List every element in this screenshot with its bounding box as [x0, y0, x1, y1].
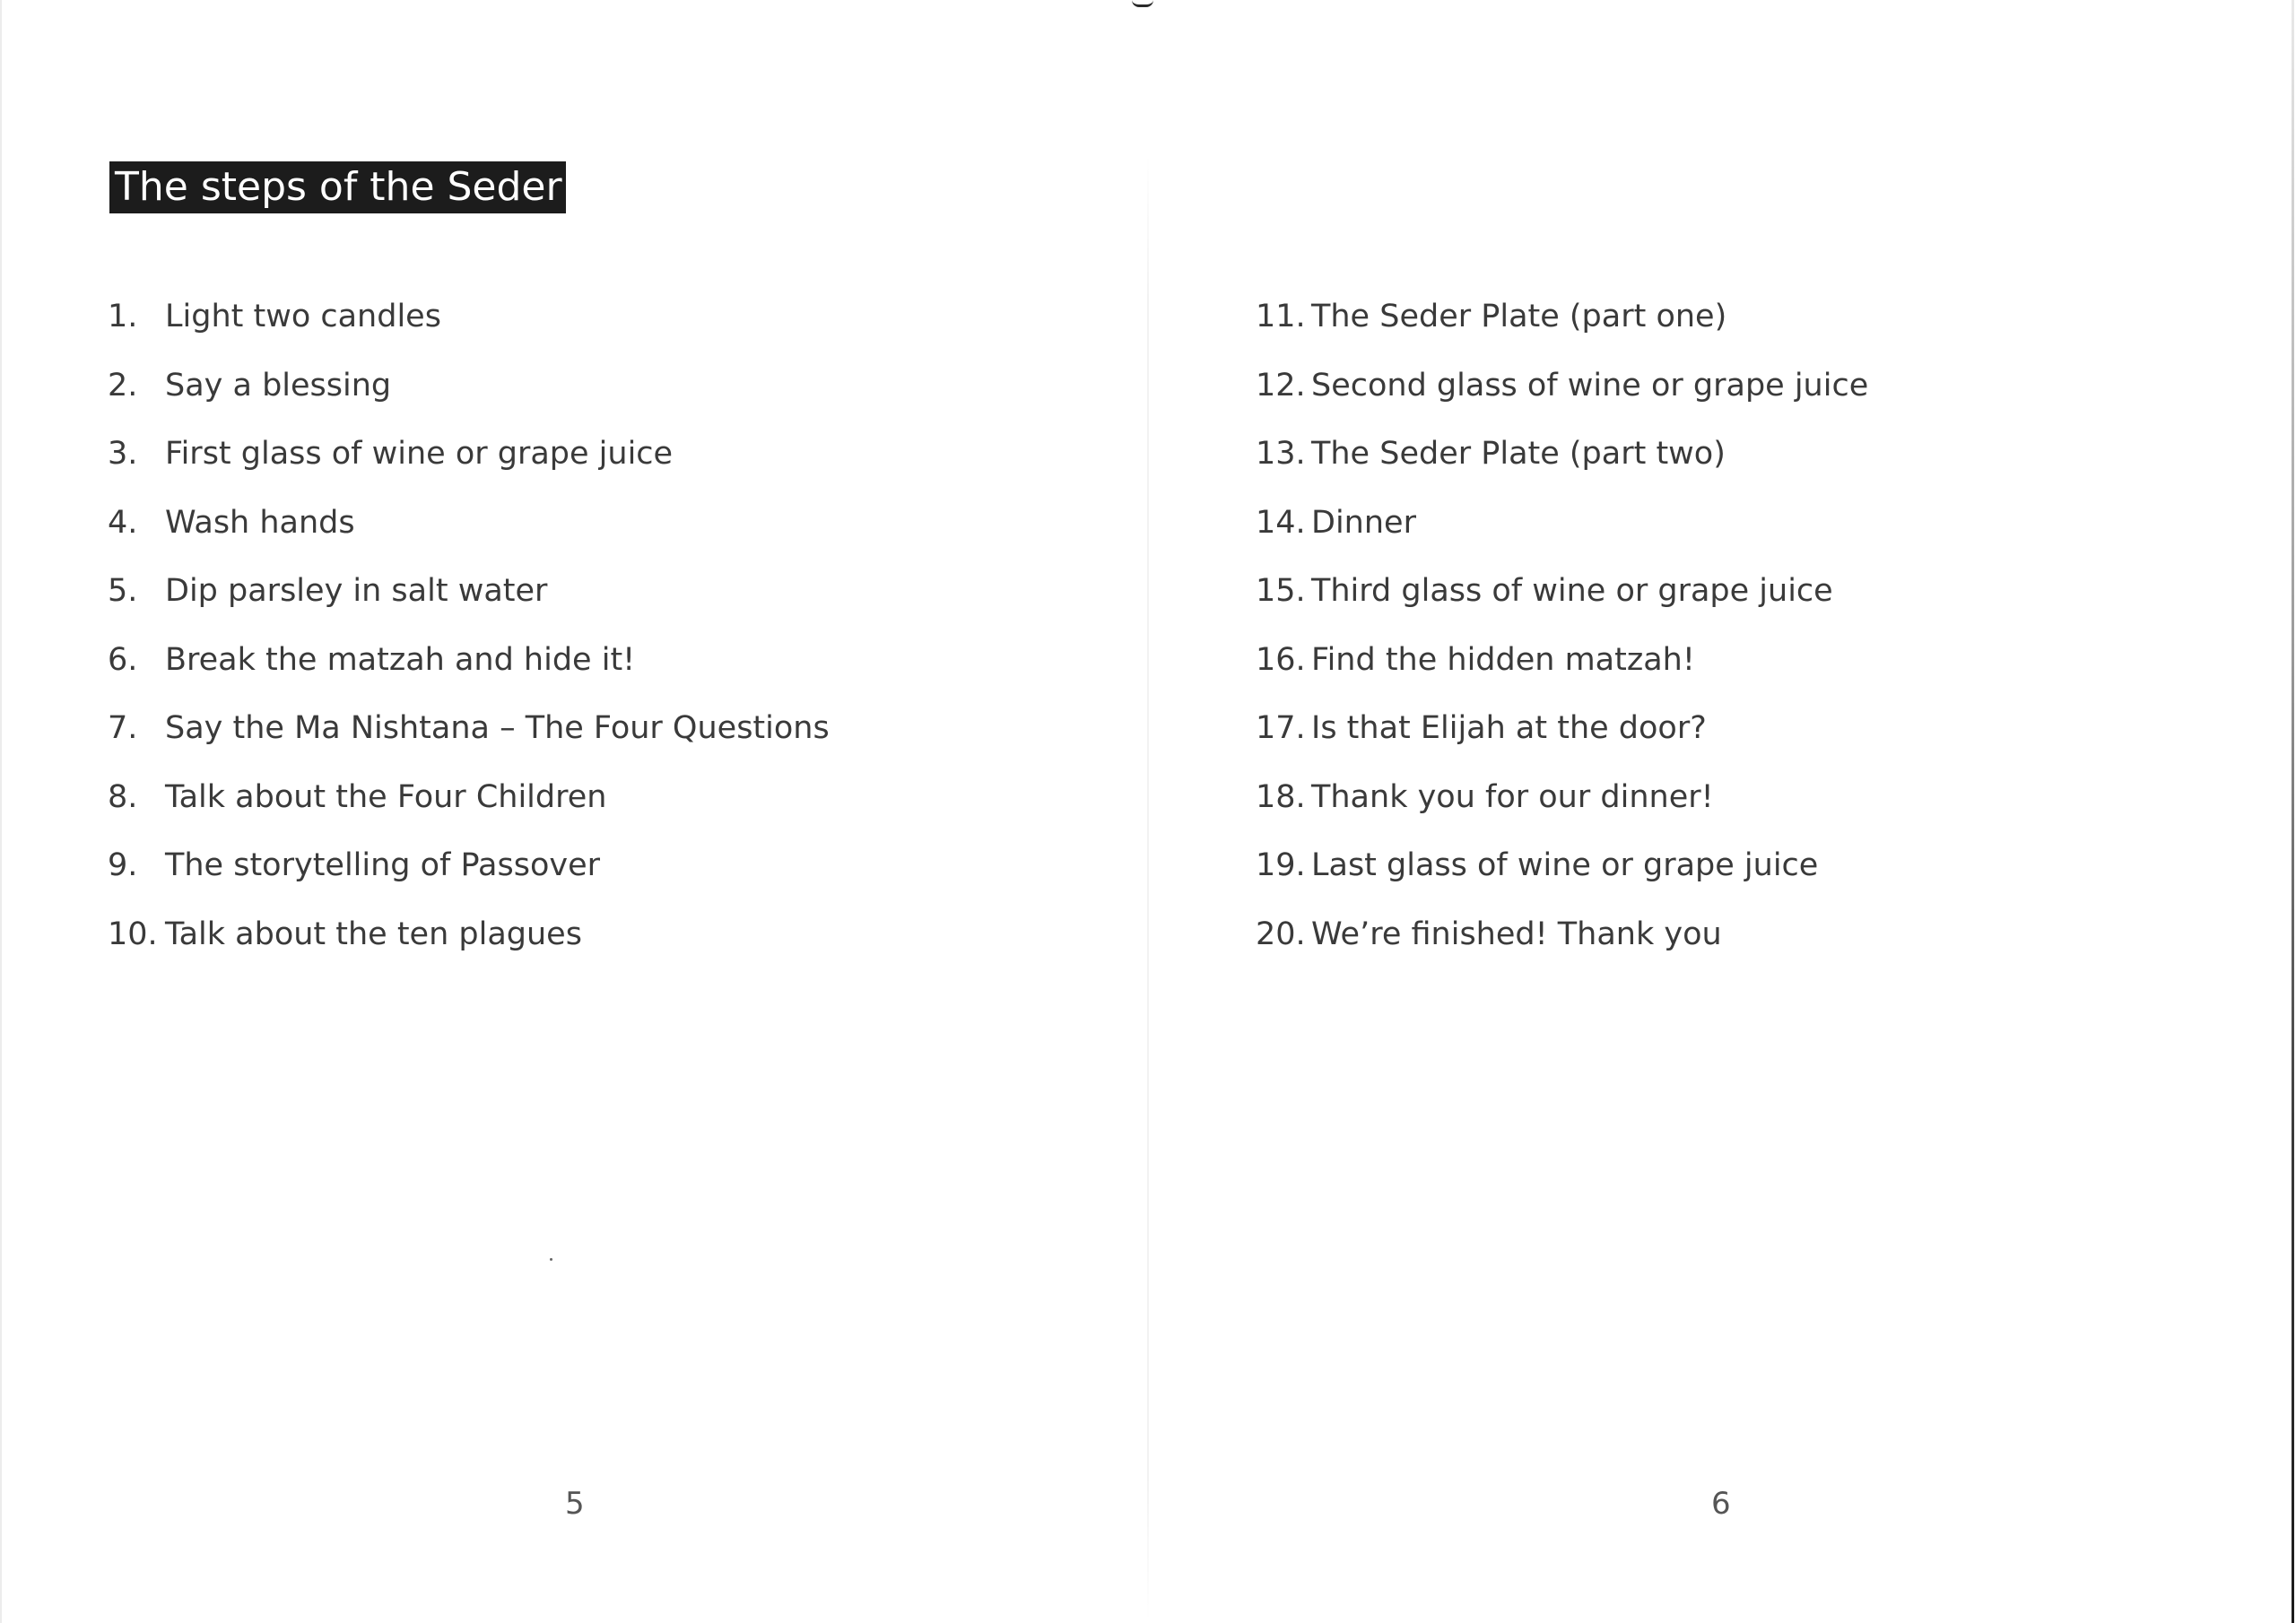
- steps-list-right: [1256, 291, 1868, 977]
- step-number: 8.: [108, 778, 138, 815]
- step-text: Say a blessing: [165, 367, 392, 404]
- step-text: Wash hands: [165, 504, 355, 541]
- list-item: [108, 429, 830, 498]
- step-number: 5.: [108, 573, 138, 609]
- step-text: The Seder Plate (part one): [1311, 299, 1727, 334]
- step-number: 16.: [1256, 641, 1306, 678]
- step-number: 9.: [108, 847, 138, 883]
- step-number: 6.: [108, 641, 138, 678]
- step-text: Light two candles: [165, 299, 441, 334]
- page-number: 5: [565, 1486, 585, 1522]
- step-text: The Seder Plate (part two): [1311, 436, 1726, 472]
- list-item: [108, 566, 830, 635]
- step-number: 3.: [108, 436, 138, 472]
- step-number: 11.: [1256, 299, 1306, 334]
- step-text: Is that Elijah at the door?: [1311, 710, 1707, 746]
- step-text: Talk about the Four Children: [165, 778, 607, 815]
- step-number: 20.: [1256, 916, 1306, 952]
- step-text: Second glass of wine or grape juice: [1311, 367, 1869, 404]
- list-item: [108, 360, 830, 430]
- paper-speck: [550, 1258, 552, 1261]
- step-text: Dinner: [1311, 504, 1416, 541]
- step-text: Find the hidden matzah!: [1311, 641, 1695, 678]
- list-item: [1256, 360, 1868, 430]
- step-number: 13.: [1256, 436, 1306, 472]
- step-text: Say the Ma Nishtana – The Four Questions: [165, 710, 830, 746]
- step-number: 1.: [108, 299, 138, 334]
- step-text: Dip parsley in salt water: [165, 573, 548, 609]
- step-text: Talk about the ten plagues: [165, 916, 582, 952]
- list-item: [1256, 566, 1868, 635]
- list-item: [1256, 909, 1868, 978]
- list-item: [108, 772, 830, 841]
- step-number: 2.: [108, 367, 138, 404]
- step-text: First glass of wine or grape juice: [165, 436, 674, 472]
- step-number: 10.: [108, 916, 158, 952]
- page-right: [1148, 0, 2296, 1623]
- list-item: [1256, 840, 1868, 909]
- step-text: The storytelling of Passover: [165, 847, 601, 883]
- step-text: Thank you for our dinner!: [1311, 778, 1714, 815]
- step-number: 19.: [1256, 847, 1306, 883]
- list-item: [1256, 772, 1868, 841]
- step-number: 15.: [1256, 573, 1306, 609]
- list-item: [108, 291, 830, 360]
- step-number: 18.: [1256, 778, 1306, 815]
- list-item: [108, 498, 830, 567]
- list-item: [1256, 703, 1868, 772]
- list-item: [1256, 498, 1868, 567]
- step-text: Last glass of wine or grape juice: [1311, 847, 1819, 883]
- step-number: 12.: [1256, 367, 1306, 404]
- step-number: 4.: [108, 504, 138, 541]
- step-text: Break the matzah and hide it!: [165, 641, 636, 678]
- step-number: 14.: [1256, 504, 1306, 541]
- step-number: 17.: [1256, 710, 1306, 746]
- step-text: We’re finished! Thank you: [1311, 916, 1722, 952]
- list-item: [108, 909, 830, 978]
- list-item: [108, 703, 830, 772]
- page-number: 6: [1711, 1486, 1731, 1522]
- list-item: [1256, 291, 1868, 360]
- step-text: Third glass of wine or grape juice: [1311, 573, 1833, 609]
- page-title: The steps of the Seder: [109, 161, 566, 213]
- list-item: [108, 635, 830, 704]
- list-item: [108, 840, 830, 909]
- list-item: [1256, 429, 1868, 498]
- step-number: 7.: [108, 710, 138, 746]
- steps-list-left: [108, 291, 830, 977]
- list-item: [1256, 635, 1868, 704]
